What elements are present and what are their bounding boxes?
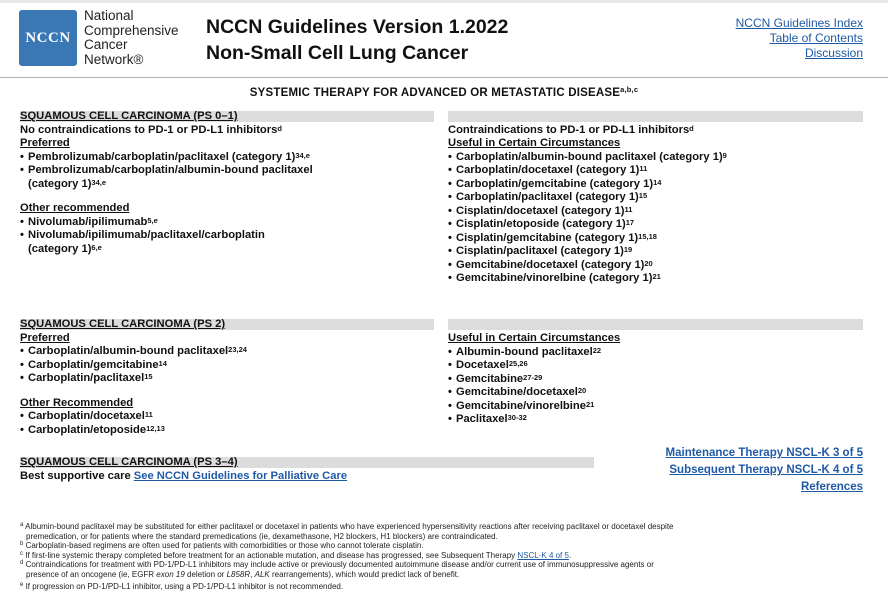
useful-label: Useful in Certain Circumstances	[448, 332, 621, 344]
footnote-a-cont: premedication, or for patients where the standard premedications (ie, dexamethasone, H2 blockers, H1 blockers) are contraindicated.	[26, 531, 498, 541]
heading-bar	[448, 319, 863, 330]
nccn-logo	[19, 10, 77, 66]
header-divider	[0, 77, 888, 78]
discussion-link[interactable]: Discussion	[804, 46, 863, 60]
list-item: • Carboplatin/albumin-bound paclitaxel (category 1)$^9$	[448, 151, 727, 165]
list-item: • Cisplatin/docetaxel (category 1)$^{11}$	[448, 205, 727, 219]
list-item: • Gemcitabine$^{27-29}$	[448, 373, 620, 387]
ps2-heading: SQUAMOUS CELL CARCINOMA (PS 2)	[20, 318, 226, 330]
footnotes	[20, 522, 865, 591]
ps01-right-block	[448, 124, 727, 286]
maintenance-therapy-link[interactable]: Maintenance Therapy NSCL-K 3 of 5	[665, 447, 863, 459]
org-line: National	[84, 8, 134, 23]
organization-name	[84, 9, 179, 67]
list-item: • Docetaxel$^{25,26}$	[448, 359, 620, 373]
footnote-c: $^c$ If first-line systemic therapy completed before treatment for an actionable mutation, and disease has progressed, see Subsequent Therapy NSCL-K 4 of 5.	[20, 550, 572, 560]
ps2-right-block	[448, 332, 620, 427]
list-item: • Carboplatin/albumin-bound paclitaxel$^{23,24}$	[20, 345, 247, 359]
useful-label: Useful in Certain Circumstances	[448, 137, 621, 149]
ps2-left-block	[20, 318, 247, 437]
list-item: • Carboplatin/docetaxel$^{11}$	[20, 410, 247, 424]
list-item: • Paclitaxel$^{30-32}$	[448, 413, 620, 427]
list-item: • Carboplatin/paclitaxel (category 1)$^{15}$	[448, 191, 727, 205]
guidelines-index-link[interactable]: NCCN Guidelines Index	[735, 16, 863, 30]
list-item: • Gemcitabine/docetaxel$^{20}$	[448, 386, 620, 400]
palliative-care-link[interactable]: See NCCN Guidelines for Palliative Care	[133, 469, 348, 482]
preferred-label: Preferred	[20, 137, 70, 149]
best-supportive-care: Best supportive care See NCCN Guidelines for Palliative Care	[20, 469, 348, 482]
list-item: • Nivolumab/ipilimumab$^{5,e}$	[20, 216, 313, 230]
list-item: • Carboplatin/paclitaxel$^{15}$	[20, 372, 247, 386]
page-title	[206, 14, 508, 66]
title-cancer: Non-Small Cell Lung Cancer	[206, 42, 469, 64]
list-item: • Carboplatin/gemcitabine (category 1)$^{14}$	[448, 178, 727, 192]
table-of-contents-link[interactable]: Table of Contents	[769, 31, 863, 45]
list-item: • Cisplatin/etoposide (category 1)$^{17}$	[448, 218, 727, 232]
list-item: • Carboplatin/etoposide$^{12,13}$	[20, 424, 247, 438]
list-item: • Cisplatin/paclitaxel (category 1)$^{19}$	[448, 245, 727, 259]
list-item: • Carboplatin/gemcitabine$^{14}$	[20, 359, 247, 373]
org-line: Comprehensive	[84, 22, 179, 38]
list-item: • Gemcitabine/vinorelbine$^{21}$	[448, 400, 620, 414]
org-line: Cancer	[84, 37, 128, 52]
title-version: NCCN Guidelines Version 1.2022	[206, 16, 509, 38]
top-strip	[0, 0, 888, 3]
navigation-links	[666, 445, 863, 496]
header-links	[736, 16, 863, 61]
list-item: • Cisplatin/gemcitabine (category 1)$^{15,18}$	[448, 232, 727, 246]
list-item: • Gemcitabine/vinorelbine (category 1)$^{21}$	[448, 272, 727, 286]
footnote-e: $^e$ If progression on PD-1/PD-L1 inhibitor, using a PD-1/PD-L1 inhibitor is not recommended.	[20, 581, 344, 591]
nscl-k-4-link[interactable]: NSCL-K 4 of 5	[517, 550, 569, 560]
ps01-left-block	[20, 110, 313, 256]
ps34-heading: SQUAMOUS CELL CARCINOMA (PS 3–4)	[20, 456, 238, 468]
list-item: • Nivolumab/ipilimumab/paclitaxel/carboplatin	[20, 229, 313, 243]
footnote-d-cont: presence of an oncogene (ie, EGFR exon 19 deletion or L858R, ALK rearrangements), which would predict lack of benefit.	[26, 569, 460, 579]
heading-bar	[448, 111, 863, 122]
list-item-cont: (category 1)$^{6,e}$	[28, 242, 102, 255]
list-item: • Pembrolizumab/carboplatin/paclitaxel (category 1)$^{34,e}$	[20, 151, 313, 165]
footnote-a: $^a$ Albumin-bound paclitaxel may be substituted for either paclitaxel or docetaxel in patients who have experienced hypersensitivity reactions after receiving paclitaxel or docetaxel despite	[20, 522, 674, 531]
subsequent-therapy-link[interactable]: Subsequent Therapy NSCL-K 4 of 5	[669, 464, 863, 476]
ps01-heading: SQUAMOUS CELL CARCINOMA (PS 0–1)	[20, 110, 238, 122]
list-item: • Carboplatin/docetaxel (category 1)$^{11}$	[448, 164, 727, 178]
list-item: • Pembrolizumab/carboplatin/albumin-bound paclitaxel	[20, 164, 313, 178]
logo-text: NCCN	[25, 29, 71, 46]
section-heading: SYSTEMIC THERAPY FOR ADVANCED OR METASTATIC DISEASE$^{a,b,c}$	[249, 85, 639, 99]
org-line: Network®	[84, 51, 144, 67]
preferred-label: Preferred	[20, 331, 70, 344]
ps34-block	[20, 456, 347, 483]
footnote-d: $^d$ Contraindications for treatment with PD-1/PD-L1 inhibitors may include active or previously documented autoimmune disease and/or current use of immunosuppressive agents or	[20, 560, 654, 570]
list-item: • Gemcitabine/docetaxel (category 1)$^{20}$	[448, 259, 727, 273]
ps01-subheading: No contraindications to PD-1 or PD-L1 inhibitors$^d$	[20, 123, 282, 136]
ps01-right-subheading: Contraindications to PD-1 or PD-L1 inhibitors$^d$	[448, 123, 694, 136]
list-item: • Albumin-bound paclitaxel$^{22}$	[448, 346, 620, 360]
footnote-b: $^b$ Carboplatin-based regimens are often used for patients with comorbidities or those who cannot tolerate cisplatin.	[20, 541, 424, 551]
list-item-cont: (category 1)$^{34,e}$	[28, 177, 107, 190]
references-link[interactable]: References	[800, 481, 863, 493]
other-recommended-label: Other recommended	[20, 202, 130, 214]
other-recommended-label: Other Recommended	[20, 396, 134, 409]
